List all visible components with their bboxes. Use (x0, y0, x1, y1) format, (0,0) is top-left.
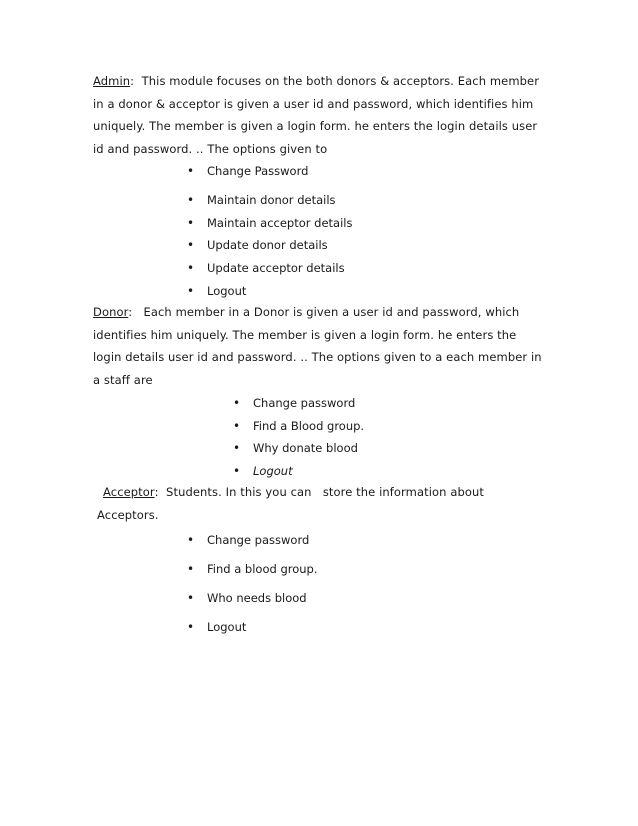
bullet-icon: • (233, 418, 241, 433)
acceptor-separator: : (154, 485, 159, 499)
bullet-icon: • (187, 261, 195, 276)
bullet-icon: • (187, 215, 195, 230)
bullet-icon: • (187, 591, 195, 605)
bullet-icon: • (187, 533, 195, 547)
list-item-label: Who needs blood (207, 591, 307, 605)
bullet-icon: • (233, 464, 241, 479)
bullet-icon: • (187, 562, 195, 576)
admin-line-1 (93, 70, 553, 93)
list-item-label: Update acceptor details (207, 261, 345, 276)
donor-text-line-4: a staff are (93, 372, 153, 387)
list-item (187, 189, 352, 212)
list-item (187, 257, 352, 280)
acceptor-options-list (187, 529, 318, 645)
donor-text-line-2: identifies him uniquely. The member is given a login form. he enters the (93, 327, 517, 342)
list-item-label: Logout (207, 620, 247, 634)
bullet-icon: • (187, 620, 195, 634)
bullet-icon: • (187, 238, 195, 253)
admin-separator: : (130, 74, 135, 88)
donor-line-1 (93, 301, 563, 324)
list-item (187, 234, 352, 257)
donor-text-line-1: Each member in a Donor is given a user id and password, which (132, 305, 520, 319)
list-item (233, 392, 364, 415)
acceptor-text-line-2: Acceptors. (97, 507, 159, 522)
admin-text-line-2: in a donor & acceptor is given a user id and password, which identifies him (93, 96, 534, 111)
list-item-label: Update donor details (207, 238, 328, 253)
donor-text-line-3: login details user id and password. .. The options given to a each member in (93, 350, 542, 364)
list-item (187, 587, 318, 616)
donor-options-list (233, 392, 364, 483)
donor-separator: : (128, 305, 133, 319)
list-item (187, 280, 352, 303)
list-item-label: Logout (207, 283, 247, 298)
list-item-label: Find a blood group. (207, 562, 318, 576)
bullet-icon: • (187, 283, 195, 298)
bullet-icon: • (187, 193, 195, 207)
list-item (187, 616, 318, 645)
list-item-label: Change password (253, 396, 356, 410)
acceptor-term: Acceptor (103, 485, 155, 499)
list-item (187, 160, 352, 189)
admin-text-line-4: id and password. .. The options given to (93, 141, 328, 156)
list-item (187, 529, 318, 558)
list-item-label: Maintain donor details (207, 193, 336, 207)
list-item-label: Change password (207, 533, 310, 547)
bullet-icon: • (233, 396, 241, 410)
list-item (233, 437, 364, 460)
donor-paragraph (93, 301, 563, 391)
list-item-label: Why donate blood (253, 441, 358, 456)
list-item-label: Logout (253, 464, 293, 479)
bullet-icon: • (233, 441, 241, 456)
list-item (187, 212, 352, 235)
bullet-icon: • (187, 164, 195, 178)
admin-text-line-3: uniquely. The member is given a login form. he enters the login details user (93, 119, 538, 133)
admin-term: Admin (93, 74, 131, 88)
acceptor-text-line-1: Students. In this you can store the information about (158, 485, 484, 499)
list-item-label: Find a Blood group. (253, 418, 365, 433)
donor-term: Donor (93, 305, 129, 319)
acceptor-line-1 (97, 481, 557, 504)
list-item-label: Change Password (207, 164, 309, 178)
admin-options-list (187, 160, 352, 302)
admin-text-line-1: This module focuses on the both donors & acceptors. Each member (134, 74, 540, 88)
list-item (233, 415, 364, 438)
acceptor-paragraph (97, 481, 557, 526)
admin-paragraph (93, 70, 553, 160)
list-item (187, 558, 318, 587)
list-item (233, 460, 364, 483)
list-item-label: Maintain acceptor details (207, 215, 353, 230)
